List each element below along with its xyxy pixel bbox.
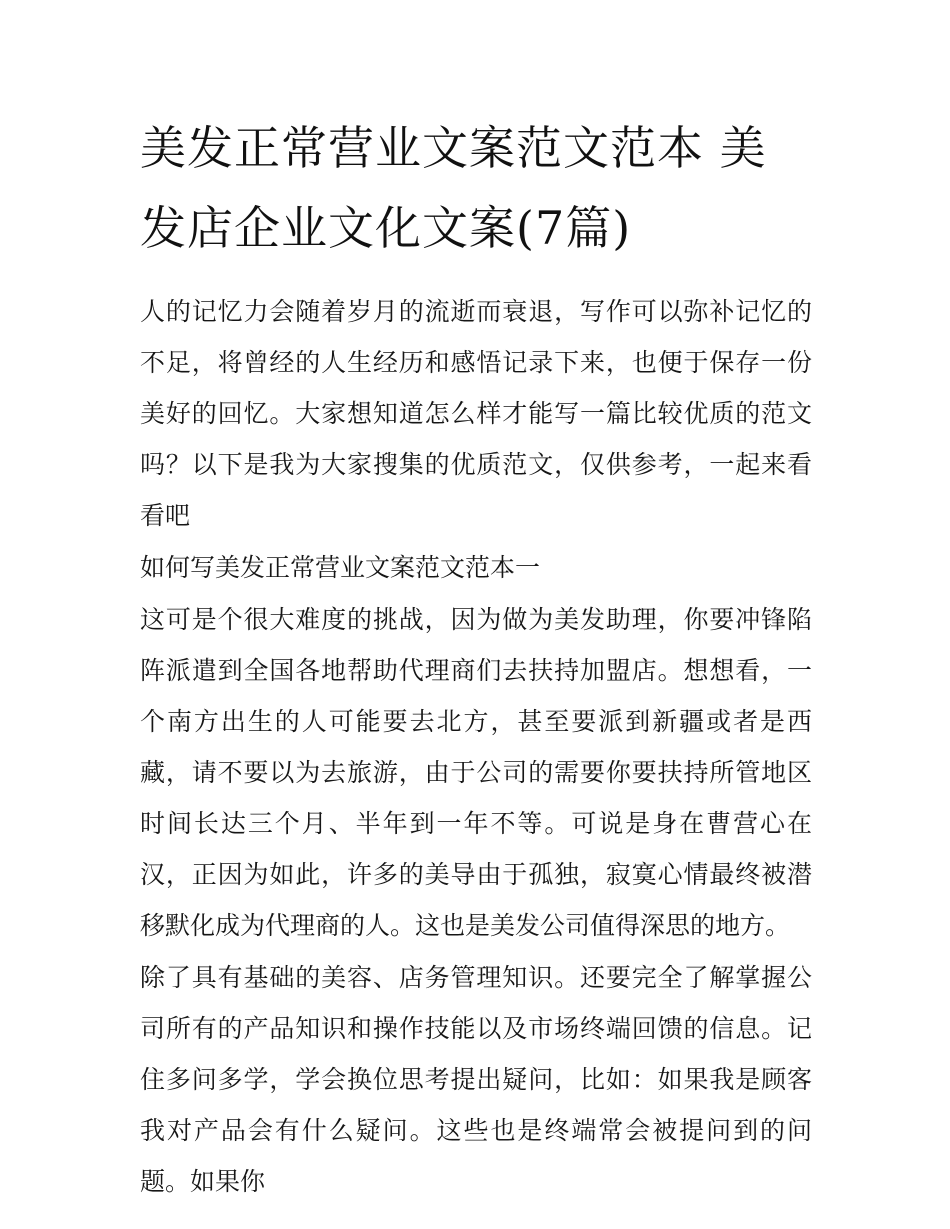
section-heading: 如何写美发正常营业文案范文范本一: [140, 553, 541, 582]
document-body: [140, 108, 812, 1207]
body-paragraph-1: 这可是个很大难度的挑战，因为做为美发助理，你要冲锋陷阵派遣到全国各地帮助代理商们去扶持加盟店。想想看，一个南方出生的人可能要去北方，甚至要派到新疆或者是西藏，请不要以为去旅游，由于公司的需要你要扶持所管地区时间长达三个月、半年到一年不等。可说是身在曹营心在汉，正因为如此，许多的美导由于孤独，寂寞心情最终被潜移默化成为代理商的人。这也是美发公司值得深思的地方。: [140, 605, 812, 940]
intro-paragraph: 人的记忆力会随着岁月的流逝而衰退，写作可以弥补记忆的不足，将曾经的人生经历和感悟记录下来，也便于保存一份美好的回忆。大家想知道怎么样才能写一篇比较优质的范文吗？以下是我为大家搜集的优质范文，仅供参考，一起来看看吧: [140, 297, 812, 530]
document-title: 美发正常营业文案范文范本 美发店企业文化文案(7篇): [140, 121, 767, 255]
body-paragraph-2: 除了具有基础的美容、店务管理知识。还要完全了解掌握公司所有的产品知识和操作技能以及市场终端回馈的信息。记住多问多学，学会换位思考提出疑问，比如：如果我是顾客我对产品会有什么疑问。这些也是终端常会被提问到的问题。如果你: [140, 963, 812, 1196]
